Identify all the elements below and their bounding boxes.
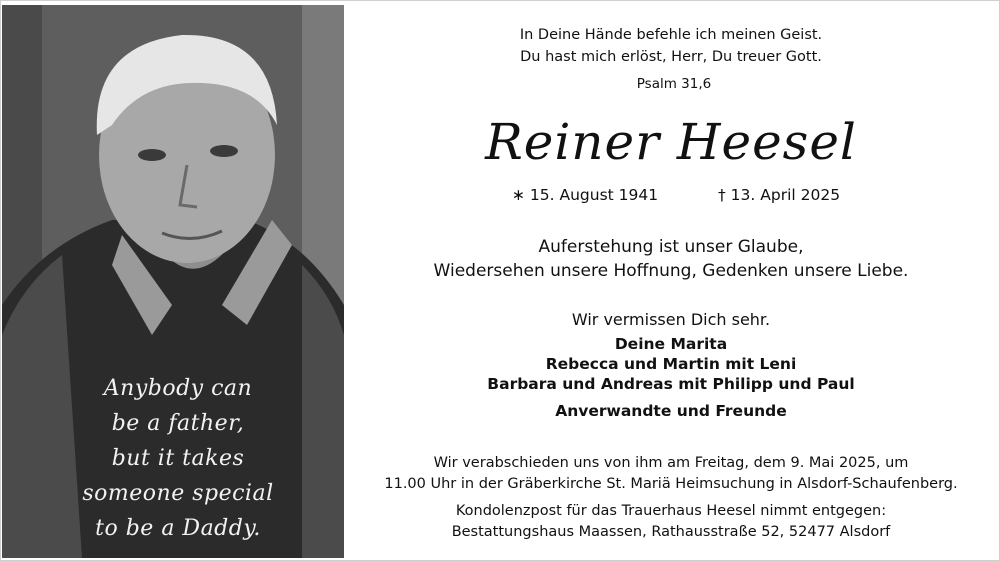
photo-quote bbox=[38, 371, 318, 546]
quote-line: someone special bbox=[82, 481, 274, 506]
funeral-info-line-2: 11.00 Uhr in der Gräberkirche St. Mariä Heimsuchung in Alsdorf-Schaufenberg. bbox=[384, 476, 958, 492]
condolence-info-line-1: Kondolenzpost für das Trauerhaus Heesel nimmt entgegen: bbox=[455, 503, 887, 519]
funeral-info-line-1: Wir verabschieden uns von ihm am Freitag, dem 9. Mai 2025, um bbox=[433, 455, 909, 471]
portrait-photo bbox=[2, 5, 344, 558]
condolence-info-line-2: Bestattungshaus Maassen, Rathausstraße 52, 52477 Alsdorf bbox=[451, 524, 891, 540]
mourner-name: Rebecca und Martin mit Leni bbox=[545, 355, 797, 373]
verse-line-2: Du hast mich erlöst, Herr, Du treuer Gott. bbox=[520, 49, 822, 65]
quote-line: be a father, bbox=[111, 411, 245, 436]
death-date: † 13. April 2025 bbox=[718, 186, 841, 204]
verse-line-1: In Deine Hände befehle ich meinen Geist. bbox=[519, 27, 823, 43]
motto-line-1: Auferstehung ist unser Glaube, bbox=[538, 237, 804, 257]
quote-line: but it takes bbox=[111, 446, 245, 471]
mourners-intro: Wir vermissen Dich sehr. bbox=[571, 310, 771, 329]
quote-line: to be a Daddy. bbox=[95, 516, 261, 541]
mourner-name: Anverwandte und Freunde bbox=[555, 402, 787, 420]
birth-date: ∗ 15. August 1941 bbox=[512, 186, 659, 204]
mourner-name: Deine Marita bbox=[614, 335, 728, 353]
deceased-name: Reiner Heesel bbox=[485, 113, 857, 171]
quote-line: Anybody can bbox=[103, 376, 253, 401]
verse-reference: Psalm 31,6 bbox=[636, 76, 712, 92]
mourner-name: Barbara und Andreas mit Philipp und Paul bbox=[487, 375, 855, 393]
motto-line-2: Wiedersehen unsere Hoffnung, Gedenken unsere Liebe. bbox=[433, 261, 909, 281]
